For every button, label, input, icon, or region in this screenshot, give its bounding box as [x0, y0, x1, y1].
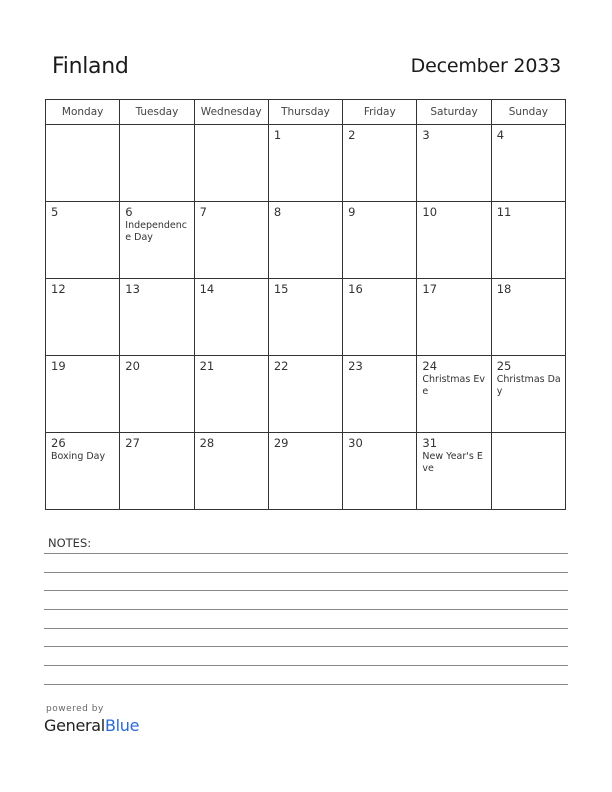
day-number: 25 — [496, 359, 512, 373]
note-line — [44, 572, 568, 573]
day-cell — [343, 202, 417, 279]
day-cell — [46, 279, 120, 356]
weekday-header: Saturday — [417, 100, 491, 125]
notes-label: NOTES: — [48, 536, 92, 550]
note-line — [44, 628, 568, 629]
note-line — [44, 665, 568, 666]
week-row — [46, 125, 566, 202]
month-title: December 2033 — [410, 55, 561, 77]
day-number: 17 — [422, 282, 438, 296]
weekday-header: Wednesday — [194, 100, 268, 125]
holiday-label: New Year's Eve — [422, 451, 483, 474]
day-number: 15 — [273, 282, 289, 296]
day-number: 1 — [273, 128, 282, 142]
day-number: 30 — [348, 436, 363, 450]
holiday-label: Christmas Eve — [422, 374, 485, 397]
day-number: 5 — [51, 205, 59, 219]
day-number: 31 — [422, 436, 438, 450]
day-cell — [491, 279, 565, 356]
day-cell — [120, 279, 194, 356]
day-number: 16 — [348, 282, 363, 296]
note-line — [44, 609, 568, 610]
day-cell — [120, 125, 194, 202]
brand-part-general: General — [44, 716, 105, 735]
weekday-header: Sunday — [491, 100, 565, 125]
day-number: 29 — [273, 436, 289, 450]
day-number: 9 — [348, 205, 356, 219]
day-cell — [194, 433, 268, 510]
day-cell — [46, 433, 120, 510]
day-cell — [417, 433, 491, 510]
calendar-grid — [45, 99, 566, 510]
day-cell — [343, 356, 417, 433]
day-cell — [120, 356, 194, 433]
day-number: 27 — [125, 436, 140, 450]
day-number: 10 — [422, 205, 438, 219]
weekday-header: Monday — [46, 100, 120, 125]
day-cell — [417, 279, 491, 356]
brand-part-blue: Blue — [104, 716, 140, 735]
week-row — [46, 356, 566, 433]
day-number: 21 — [199, 359, 215, 373]
day-cell — [46, 356, 120, 433]
day-cell — [194, 125, 268, 202]
day-cell — [417, 125, 491, 202]
day-number: 6 — [125, 205, 133, 219]
day-number: 23 — [348, 359, 363, 373]
day-cell — [343, 279, 417, 356]
weekday-header: Tuesday — [120, 100, 194, 125]
day-cell — [343, 125, 417, 202]
day-cell — [46, 125, 120, 202]
note-line — [44, 684, 568, 685]
day-cell — [491, 125, 565, 202]
day-number: 22 — [273, 359, 289, 373]
day-number: 12 — [51, 282, 66, 296]
day-number: 26 — [51, 436, 66, 450]
note-line — [44, 646, 568, 647]
day-number: 20 — [125, 359, 140, 373]
weekday-header: Friday — [343, 100, 417, 125]
weekday-header-row — [46, 100, 566, 125]
note-line — [44, 553, 568, 554]
day-cell — [417, 202, 491, 279]
country-title: Finland — [52, 54, 129, 79]
day-number: 8 — [273, 205, 282, 219]
holiday-label: Christmas Day — [496, 374, 561, 397]
day-cell — [194, 279, 268, 356]
day-cell — [491, 356, 565, 433]
holiday-label: Boxing Day — [51, 451, 106, 462]
day-cell — [46, 202, 120, 279]
note-line — [44, 590, 568, 591]
day-number: 11 — [496, 205, 512, 219]
brand-logo[interactable] — [44, 716, 139, 735]
day-cell — [268, 202, 342, 279]
week-row — [46, 279, 566, 356]
weekday-header: Thursday — [268, 100, 342, 125]
day-cell — [491, 433, 565, 510]
day-number: 13 — [125, 282, 140, 296]
day-cell — [268, 356, 342, 433]
day-number: 4 — [496, 128, 505, 142]
week-row — [46, 433, 566, 510]
day-number: 18 — [496, 282, 512, 296]
day-cell — [268, 279, 342, 356]
day-number: 24 — [422, 359, 438, 373]
day-number: 2 — [348, 128, 356, 142]
day-cell — [268, 433, 342, 510]
day-cell — [417, 356, 491, 433]
week-row — [46, 202, 566, 279]
day-cell — [120, 202, 194, 279]
day-number: 14 — [199, 282, 215, 296]
powered-by-label: powered by — [46, 704, 104, 714]
day-cell — [343, 433, 417, 510]
day-number: 7 — [199, 205, 207, 219]
day-number: 28 — [199, 436, 215, 450]
holiday-label: Independence Day — [125, 220, 187, 243]
day-cell — [491, 202, 565, 279]
day-number: 3 — [422, 128, 430, 142]
day-cell — [120, 433, 194, 510]
day-cell — [268, 125, 342, 202]
day-cell — [194, 202, 268, 279]
day-number: 19 — [51, 359, 66, 373]
day-cell — [194, 356, 268, 433]
